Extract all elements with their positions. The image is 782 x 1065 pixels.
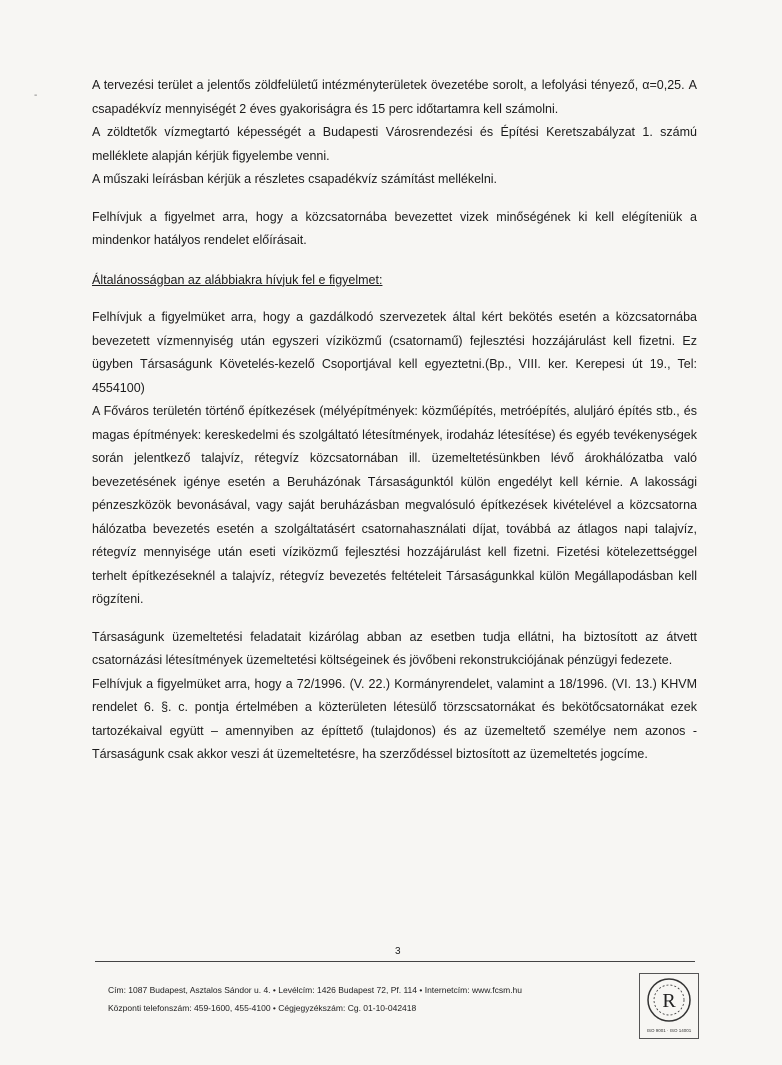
margin-mark: - [34,90,38,101]
certification-caption: ISO 9001 · ISO 14001 [646,1028,692,1033]
paragraph-technical-description: A műszaki leírásban kérjük a részletes csapadékvíz számítást mellékelni. [92,172,498,186]
paragraph-green-roof: A zöldtetők vízmegtartó képességét a Budapesti Városrendezési és Építési Keretszabályzat 1. számú melléklete alapján kérjük figyelembe venni. [92,125,697,163]
certification-seal-icon [640,974,698,1038]
section-heading: Általánosságban az alábbiakra hívjuk fel e figyelmet: [92,272,383,287]
paragraph-development-fee: Felhívjuk a figyelmüket arra, hogy a gazdálkodó szervezetek által kért bekötés esetén a közcsatornába bevezetett vízmennyiség után egyszeri víziközmű (csatornamű) fejlesztési hozzájárulást kell fizetni. Ez ügyben Társaságunk Követelés-kezelő Csoportjával kell egyeztetni.(Bp., VIII. ker. Kerepesi út 19., Tel: 4554100) [92,310,697,395]
footer-divider [95,961,695,962]
page-number: 3 [395,946,401,957]
body-text [92,74,697,767]
paragraph-groundwater: A Főváros területén történő építkezések (mélyépítmények: közműépítés, metróépítés, aluljáró építés stb., és magas építmények: kereskedelmi és szolgáltató létesítmények, irodaház létesítése) és egyéb tevékenységek során jelentkező talajvíz, rétegvíz közcsatornában ill. üzemeltetésünkben lévő árokhálózatba való bevezetésének igénye esetén a Beruházónak Társaságunktól külön engedélyt kell kérnie. A lakossági pénzeszközök bevonásával, vagy saját beruházásban megvalósuló építkezések kivételével a közcsatorna hálózatba bevezetés esetén a szolgáltatásért csatornahasználati díjat, továbbá az átlagos napi talajvíz, rétegvíz mennyisége után eseti víziközmű fejlesztési hozzájárulást kell fizetni. Fizetési kötelezettséggel terhelt építkezéseknél a talajvíz, rétegvíz bevezetés feltételeit Társaságunkkal külön Megállapodásban kell rögzíteni. [92,404,697,606]
footer [108,981,522,1017]
paragraph-operation-costs: Társaságunk üzemeltetési feladatait kizárólag abban az esetben tudja ellátni, ha biztosított az átvett csatornázási létesítmények üzemeltetési költségeinek és jövőbeni rekonstrukciójának pénzügyi fedezete. [92,629,697,667]
certification-letter: R [662,990,676,1012]
footer-address-line: Cím: 1087 Budapest, Asztalos Sándor u. 4. • Levélcím: 1426 Budapest 72, Pf. 114 • Internetcím: www.fcsm.hu [108,985,523,995]
certification-logo [639,973,699,1039]
footer-phone-line: Központi telefonszám: 459-1600, 455-4100 • Cégjegyzékszám: Cg. 01-10-042418 [108,1003,417,1013]
paragraph-regulation: Felhívjuk a figyelmüket arra, hogy a 72/1996. (V. 22.) Kormányrendelet, valamint a 18/1996. (VI. 13.) KHVM rendelet 6. §. c. pontja értelmében a közterületen létesülő törzscsatornákat és bekötőcsatornákat ezek tartozékaival együtt – amennyiben az építtető (tulajdonos) és az üzemeltető személye nem azonos - Társaságunk csak akkor veszi át üzemeltetésre, ha szerződéssel biztosított az üzemeltetés jogcíme. [92,676,697,761]
paragraph-runoff-factor: A tervezési terület a jelentős zöldfelületű intézményterületek övezetébe sorolt, a lefolyási tényező, α=0,25. A csapadékvíz mennyiségét 2 éves gyakoriságra és 15 perc időtartamra kell számolni. [92,78,697,116]
paragraph-water-quality: Felhívjuk a figyelmet arra, hogy a közcsatornába bevezettet vizek minőségének ki kell elégíteniük a mindenkor hatályos rendelet előírásait. [92,209,697,247]
